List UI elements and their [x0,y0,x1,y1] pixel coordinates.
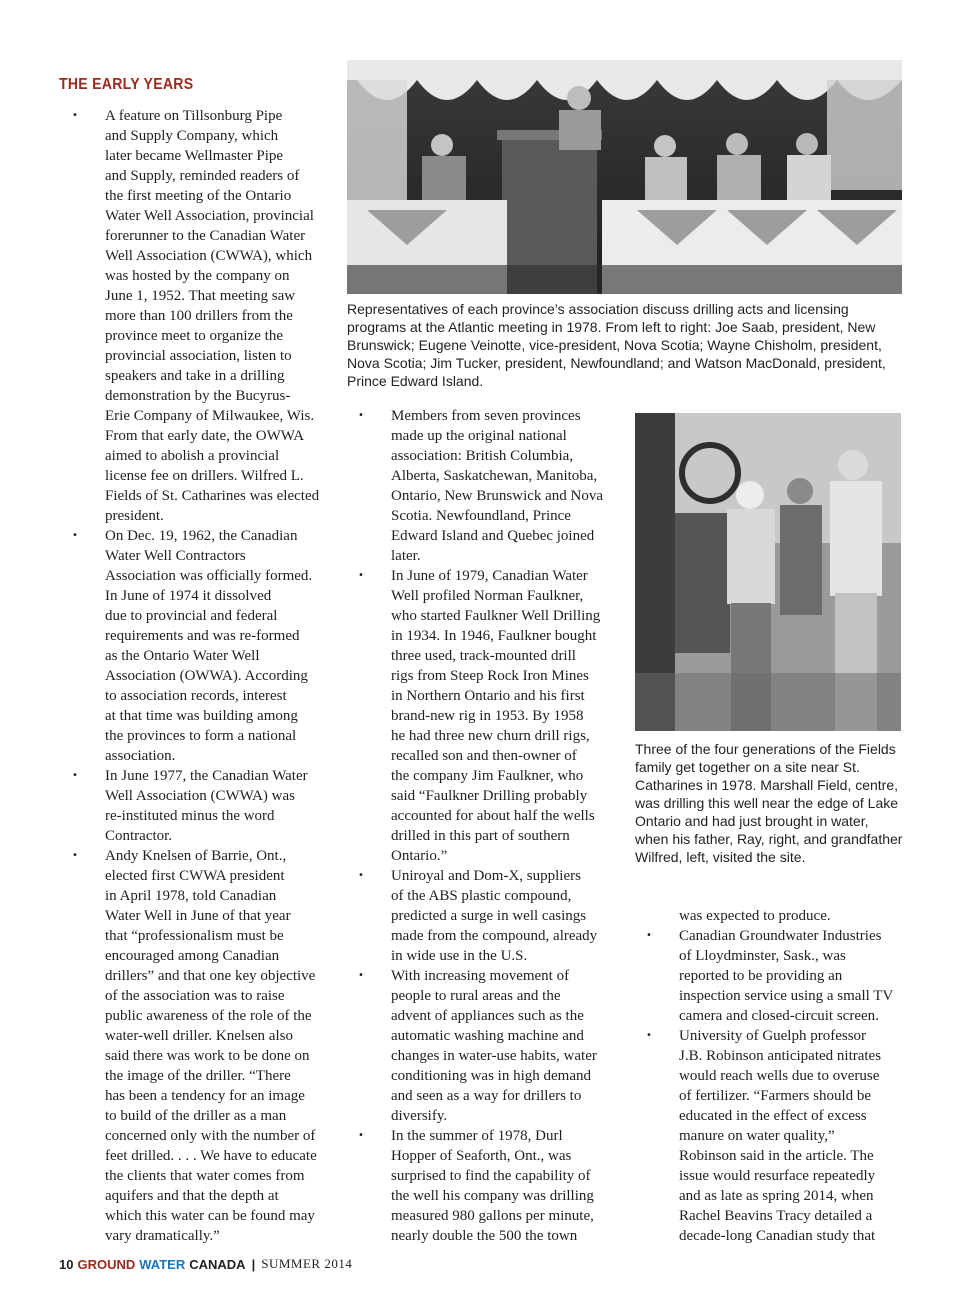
text-line: Water Well Contractors [105,548,246,564]
text-line: later. [391,548,421,564]
bullet-item [59,106,335,526]
text-line: and seen as a way for drillers to [391,1088,582,1104]
text-line: Water Well Association, provincial [105,208,314,224]
text-line: license fee on drillers. Wilfred L. [105,468,304,484]
column-2 [345,406,621,1246]
text-line: has been a tendency for an image [105,1088,305,1104]
text-line: would reach wells due to overuse [679,1068,880,1084]
column-1 [59,106,335,1246]
text-line: In June of 1974 it dissolved [105,588,272,604]
text-line: to association records, interest [105,688,287,704]
text-line: aquifers and that the depth at [105,1188,279,1204]
text-line: requirements and was re-formed [105,628,300,644]
text-line: reported to be providing an [679,968,843,984]
page-number: 10 [59,1256,74,1272]
bullet-item [633,906,909,926]
bullet-item [345,866,621,966]
text-line: Erie Company of Milwaukee, Wis. [105,408,315,424]
text-line: of Lloydminster, Sask., was [679,948,846,964]
section-heading: THE EARLY YEARS [59,76,194,93]
text-line: Canadian Groundwater Industries [679,928,882,944]
text-line: University of Guelph professor [679,1028,867,1044]
text-line: With increasing movement of [391,968,570,984]
bullet-item [59,766,335,846]
text-line: at that time was building among [105,708,298,724]
fields-family-caption: Three of the four generations of the Fields family get together on a site near St. Catharines in 1978. Marshall Field, centre, was drilling this well near the edge of Lake Ontario and had just brought in water, when his father, Ray, right, and grandfather Wilfred, left, visited the site. [635,741,903,865]
publication-name-word2: WATER [139,1256,186,1272]
bullet-item [633,1026,909,1246]
bullet-item [59,526,335,766]
text-line: the provinces to form a national [105,728,297,744]
bullet-item [633,926,909,1026]
text-line: of fertilizer. “Farmers should be [679,1088,872,1104]
text-line: Rachel Beavins Tracy detailed a [679,1208,873,1224]
bullet-item [345,566,621,866]
text-line: was hosted by the company on [105,268,290,284]
text-line: diversify. [391,1108,448,1124]
text-line: Contractor. [105,828,173,844]
text-line: concerned only with the number of [105,1128,316,1144]
text-line: and as late as spring 2014, when [679,1188,874,1204]
text-line: surprised to find the capability of [391,1168,591,1184]
text-line: in wide use in the U.S. [391,948,528,964]
text-line: Water Well in June of that year [105,908,291,924]
bullet-item [345,966,621,1126]
text-line: said there was work to be done on [105,1048,310,1064]
text-line: and Supply, reminded readers of [105,168,300,184]
text-line: Fields of St. Catharines was elected [105,488,320,504]
text-line: said “Faulkner Drilling probably [391,788,588,804]
text-line: J.B. Robinson anticipated nitrates [679,1048,882,1064]
text-line: made from the compound, already [391,928,598,944]
text-line: aimed to abolish a provincial [105,448,280,464]
column-3 [633,906,909,1246]
text-line: Robinson said in the article. The [679,1148,874,1164]
text-line: conditioning was in high demand [391,1068,591,1084]
text-line: public awareness of the role of the [105,1008,312,1024]
text-line: measured 980 gallons per minute, [391,1208,594,1224]
text-line: which this water can be found may [105,1208,315,1224]
text-line: In the summer of 1978, Durl [391,1128,563,1144]
text-line: automatic washing machine and [391,1028,584,1044]
text-line: From that early date, the OWWA [105,428,305,444]
text-line: Hopper of Seaforth, Ont., was [391,1148,572,1164]
text-line: association. [105,748,176,764]
text-line: that “professionalism must be [105,928,284,944]
text-line: vary dramatically.” [105,1228,220,1244]
text-line: Association was officially formed. [105,568,313,584]
text-line: the first meeting of the Ontario [105,188,292,204]
text-line: Members from seven provinces [391,408,581,424]
text-line: of the association was to raise [105,988,285,1004]
text-line: brand-new rig in 1953. By 1958 [391,708,584,724]
text-line: due to provincial and federal [105,608,278,624]
text-line: of the ABS plastic compound, [391,888,572,904]
text-line: the image of the driller. “There [105,1068,291,1084]
text-line: he had three new churn drill rigs, [391,728,590,744]
text-line: recalled son and then-owner of [391,748,577,764]
text-line: inspection service using a small TV [679,988,894,1004]
text-line: as the Ontario Water Well [105,648,260,664]
text-line: changes in water-use habits, water [391,1048,597,1064]
text-line: people to rural areas and the [391,988,561,1004]
meeting-photo-caption: Representatives of each province’s association discuss drilling acts and licensing programs at the Atlantic meeting in 1978. From left to right: Joe Saab, president, New Brunswick; Eugene Veinotte, vice-president, Nova Scotia; Wayne Chisholm, president, Nova Scotia; Jim Tucker, president, Newfoundland; and Watson MacDonald, president, Prince Edward Island. [347,301,886,389]
text-line: Well profiled Norman Faulkner, [391,588,584,604]
text-line: forerunner to the Canadian Water [105,228,306,244]
text-line: in Northern Ontario and his first [391,688,585,704]
bullet-item [345,1126,621,1246]
meeting-photo-illustration [347,60,902,294]
text-line: Edward Island and Quebec joined [391,528,595,544]
text-line: three used, track-mounted drill [391,648,576,664]
text-line: encouraged among Canadian [105,948,280,964]
text-line: speakers and take in a drilling [105,368,285,384]
text-line: advent of appliances such as the [391,1008,584,1024]
text-line: Association (OWWA). According [105,668,308,684]
text-line: camera and closed-circuit screen. [679,1008,879,1024]
text-line: the clients that water comes from [105,1168,305,1184]
text-line: Ontario.” [391,848,448,864]
text-line: Alberta, Saskatchewan, Manitoba, [391,468,598,484]
text-line: issue would resurface repeatedly [679,1168,876,1184]
text-line: and Supply Company, which [105,128,279,144]
text-line: association: British Columbia, [391,448,574,464]
meeting-photo [347,60,902,294]
page-footer [59,1256,352,1272]
text-line: Andy Knelsen of Barrie, Ont., [105,848,287,864]
text-line: accounted for about half the wells [391,808,595,824]
text-line: In June 1977, the Canadian Water [105,768,308,784]
text-line: decade-long Canadian study that [679,1228,876,1244]
text-line: feet drilled. . . . We have to educate [105,1148,317,1164]
text-line: in April 1978, told Canadian [105,888,277,904]
text-line: June 1, 1952. That meeting saw [105,288,296,304]
text-line: drilled in this part of southern [391,828,570,844]
bullet-item [345,406,621,566]
text-line: the company Jim Faulkner, who [391,768,584,784]
text-line: later became Wellmaster Pipe [105,148,284,164]
issue-label: SUMMER 2014 [261,1256,353,1271]
text-line: Uniroyal and Dom-X, suppliers [391,868,581,884]
text-line: was expected to produce. [679,908,831,924]
text-line: to build of the driller as a man [105,1108,287,1124]
fields-family-photo [635,413,901,731]
fields-family-photo-illustration [635,413,901,731]
publication-name-word1: GROUND [77,1256,136,1272]
publication-name-word3: CANADA [189,1256,246,1272]
text-line: On Dec. 19, 1962, the Canadian [105,528,298,544]
text-line: demonstration by the Bucyrus- [105,388,291,404]
text-line: province meet to organize the [105,328,283,344]
bullet-item [59,846,335,1246]
text-line: Well Association (CWWA) was [105,788,296,804]
text-line: Well Association (CWWA), which [105,248,313,264]
text-line: educated in the effect of excess [679,1108,867,1124]
text-line: Scotia. Newfoundland, Prince [391,508,571,524]
text-line: president. [105,508,164,524]
text-line: A feature on Tillsonburg Pipe [105,108,283,124]
text-line: the well his company was drilling [391,1188,594,1204]
text-line: in 1934. In 1946, Faulkner bought [391,628,597,644]
text-line: provincial association, listen to [105,348,292,364]
text-line: elected first CWWA president [105,868,285,884]
text-line: predicted a surge in well casings [391,908,587,924]
text-line: nearly double the 500 the town [391,1228,578,1244]
text-line: drillers” and that one key objective [105,968,316,984]
text-line: manure on water quality,” [679,1128,835,1144]
text-line: made up the original national [391,428,567,444]
text-line: who started Faulkner Well Drilling [391,608,601,624]
text-line: water-well driller. Knelsen also [105,1028,293,1044]
text-line: more than 100 drillers from the [105,308,293,324]
text-line: In June of 1979, Canadian Water [391,568,588,584]
footer-separator: | [251,1256,256,1272]
text-line: rigs from Steep Rock Iron Mines [391,668,589,684]
text-line: Ontario, New Brunswick and Nova [391,488,604,504]
text-line: re-instituted minus the word [105,808,275,824]
